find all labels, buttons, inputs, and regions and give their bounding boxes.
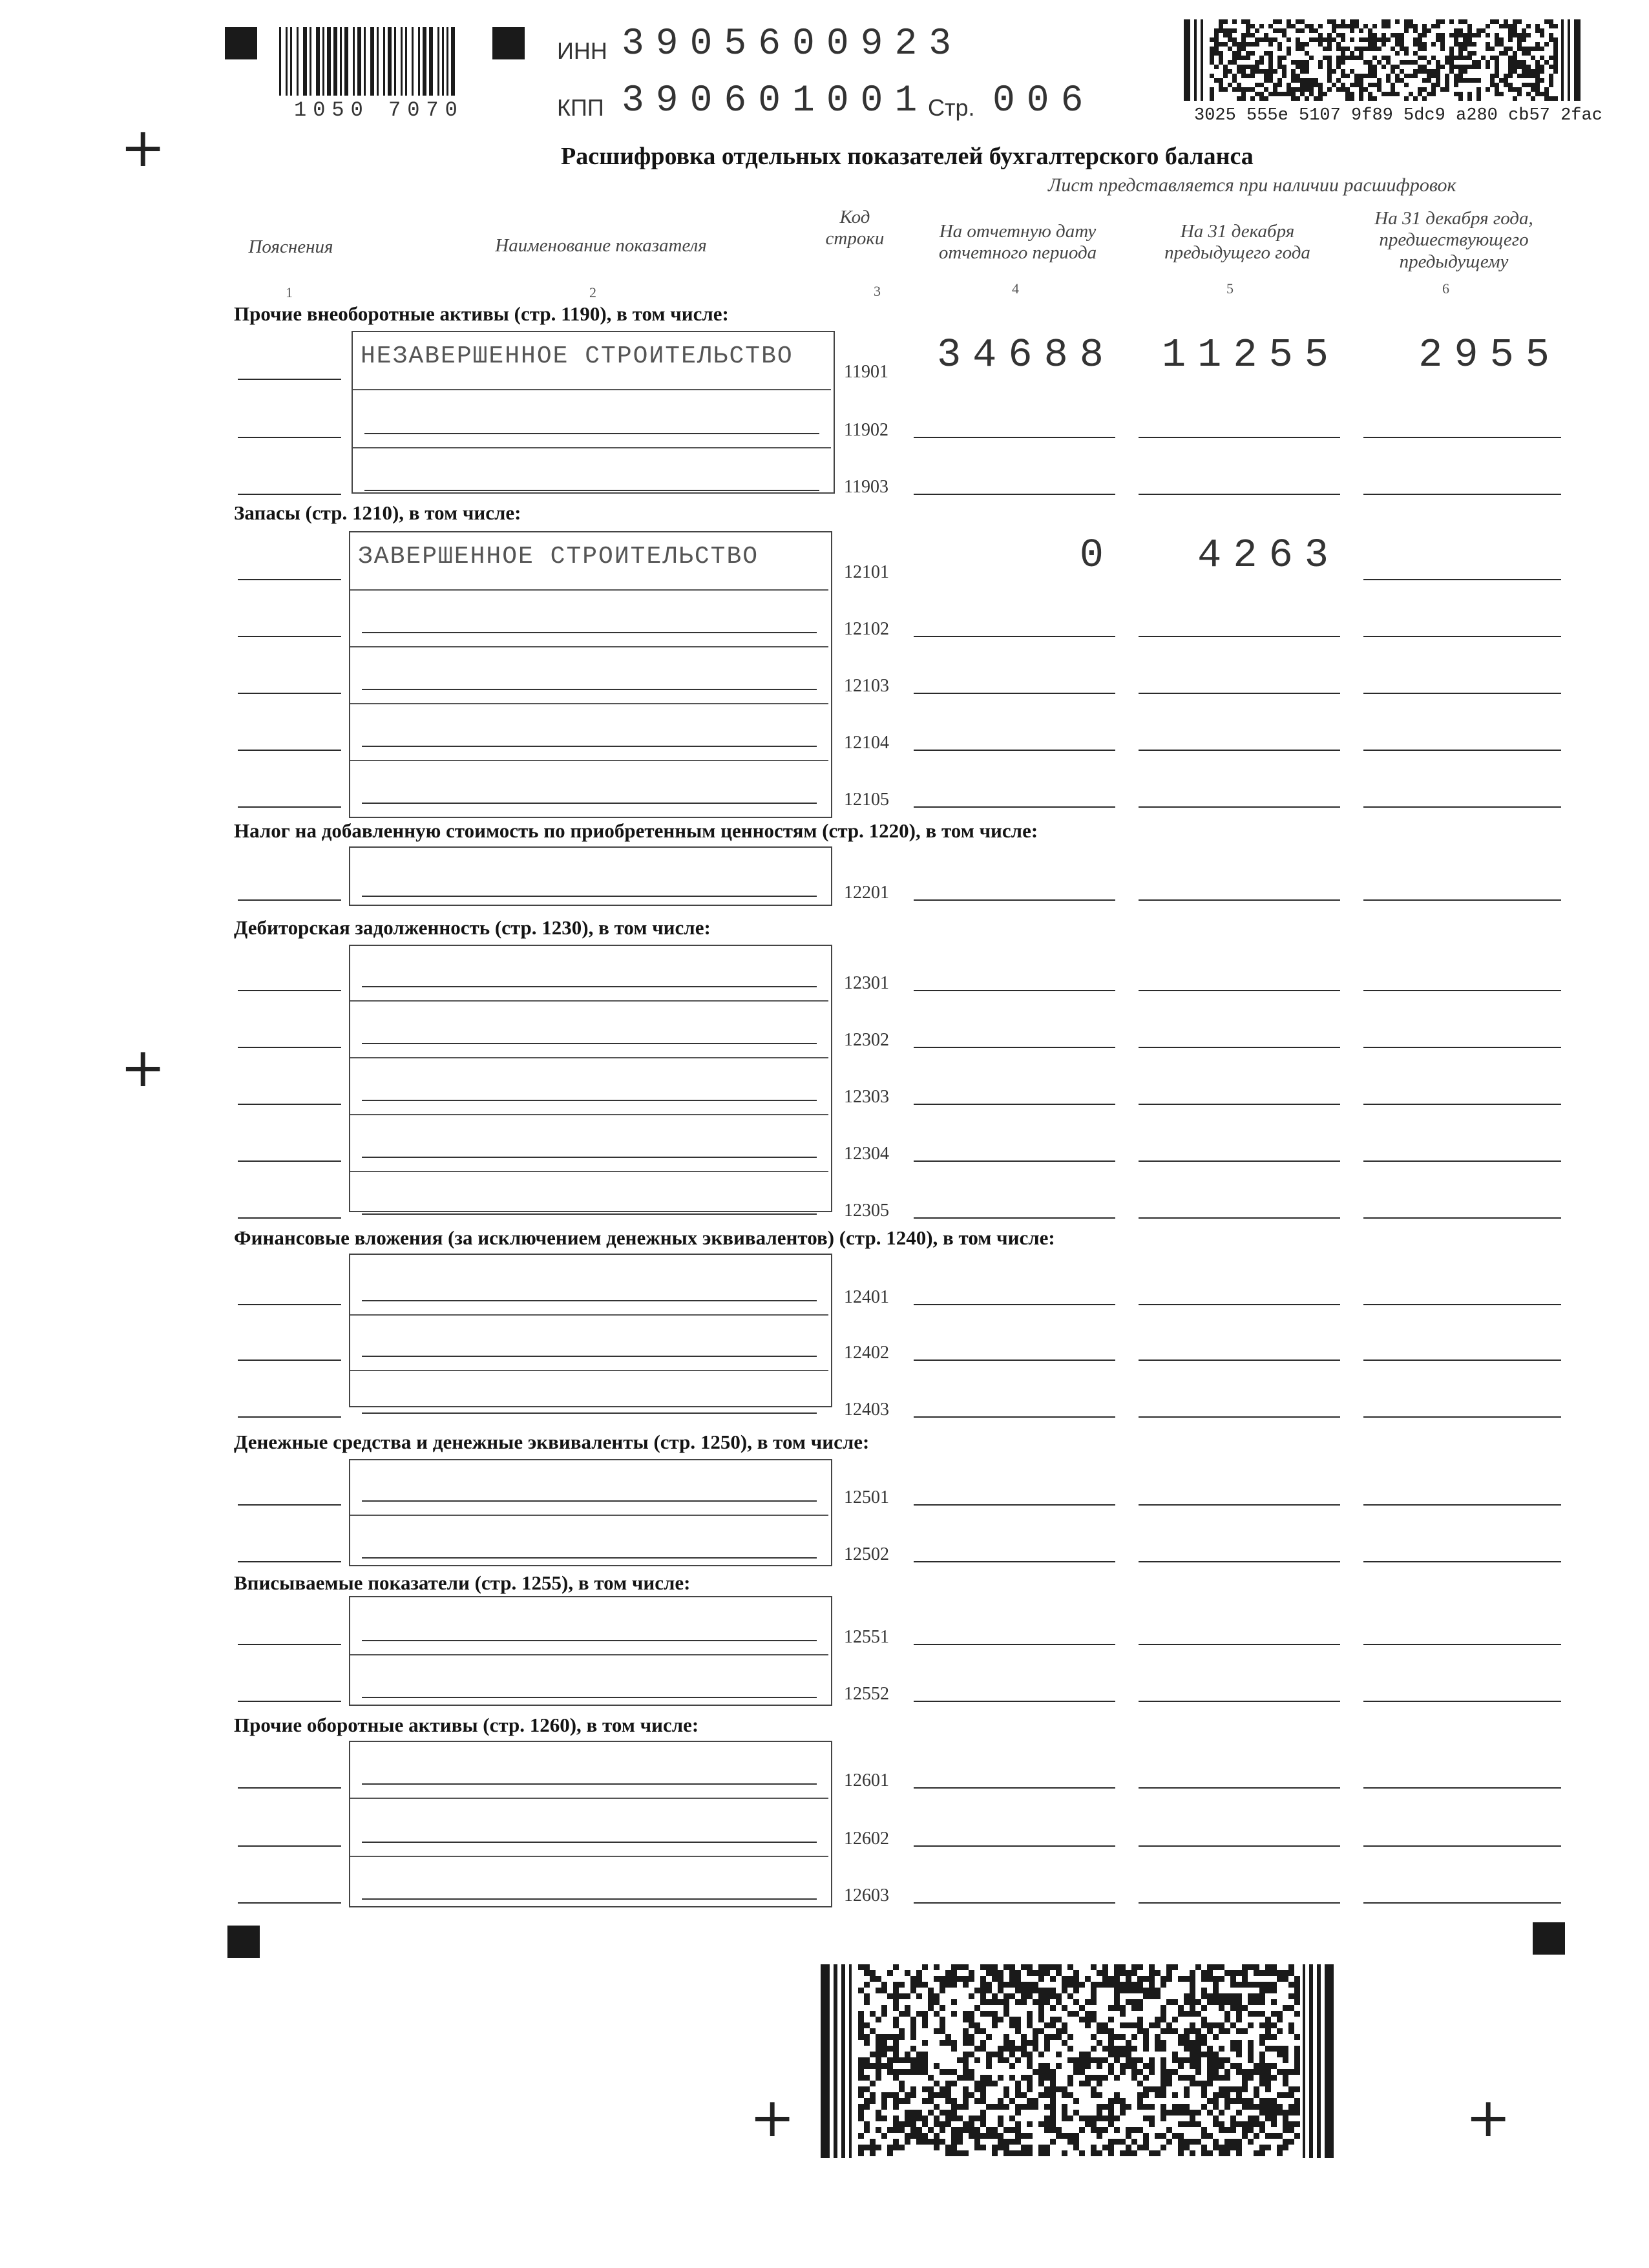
line-code: 12301 (844, 973, 889, 993)
value-reporting-date-field[interactable] (914, 494, 1115, 495)
section-title: Налог на добавленную стоимость по приобретенным ценностям (стр. 1220), в том числе: (234, 819, 1038, 842)
value-prev-year[interactable]: 4263 (1197, 532, 1340, 578)
registration-cross-bottom-left: + (750, 2086, 795, 2149)
line-code: 11901 (844, 362, 888, 382)
indicator-name-field[interactable] (362, 1043, 817, 1044)
indicator-name-field[interactable] (362, 1356, 817, 1357)
value-year-before-prev-field[interactable] (1363, 1304, 1561, 1305)
indicator-name-field[interactable] (362, 1783, 817, 1785)
value-year-before-prev-field[interactable] (1363, 1902, 1561, 1904)
row-separator (350, 1000, 828, 1002)
value-year-before-prev-field[interactable] (1363, 1047, 1561, 1048)
explanation-field[interactable] (238, 1360, 341, 1361)
column-number-3: 3 (874, 283, 881, 299)
line-code: 11902 (844, 420, 888, 440)
indicator-name-field[interactable] (364, 490, 819, 491)
value-reporting-date[interactable]: 0 (1079, 532, 1115, 578)
value-year-before-prev-field[interactable] (1363, 1845, 1561, 1847)
corner-marker-top-left (225, 27, 257, 59)
kpp-value: 390601001 (622, 80, 929, 122)
column-header-prev-year: На 31 декабря предыдущего года (1164, 221, 1310, 264)
column-header-reporting-date: На отчетную дату отчетного периода (938, 221, 1097, 264)
explanation-field[interactable] (238, 1787, 341, 1789)
line-code: 12601 (844, 1770, 889, 1790)
line-code: 11903 (844, 477, 888, 497)
value-year-before-prev-field[interactable] (1363, 1217, 1561, 1219)
indicator-name-field[interactable] (362, 746, 817, 747)
value-reporting-date-field[interactable] (914, 1047, 1115, 1048)
line-code: 12402 (844, 1343, 889, 1363)
value-year-before-prev-field[interactable] (1363, 1504, 1561, 1506)
linear-barcode (279, 27, 457, 98)
line-code: 12201 (844, 883, 889, 903)
value-reporting-date-field[interactable] (914, 437, 1115, 438)
value-reporting-date-field[interactable] (914, 899, 1115, 901)
row-separator (353, 389, 831, 390)
explanation-field[interactable] (238, 579, 341, 580)
indicator-name-field[interactable] (362, 1412, 817, 1414)
row-separator (350, 1314, 828, 1316)
explanation-field[interactable] (238, 693, 341, 694)
explanation-field[interactable] (238, 990, 341, 991)
value-year-before-prev[interactable]: 2955 (1418, 332, 1561, 378)
value-reporting-date-field[interactable] (914, 750, 1115, 751)
section-title: Прочие внеоборотные активы (стр. 1190), в том числе: (234, 302, 729, 325)
indicator-name-value[interactable]: НЕЗАВЕРШЕННОЕ СТРОИТЕЛЬСТВО (361, 342, 793, 370)
row-separator (350, 1370, 828, 1371)
indicator-name-field[interactable] (362, 1500, 817, 1502)
line-code: 12105 (844, 790, 889, 810)
row-separator (350, 589, 828, 591)
value-year-before-prev-field[interactable] (1363, 990, 1561, 991)
value-year-before-prev-field[interactable] (1363, 1360, 1561, 1361)
value-reporting-date-field[interactable] (914, 693, 1115, 694)
column-number-2: 2 (589, 284, 596, 300)
corner-marker-bottom-right (1533, 1922, 1565, 1955)
explanation-field[interactable] (238, 494, 341, 495)
indicator-name-field[interactable] (362, 689, 817, 690)
line-code: 12502 (844, 1544, 889, 1564)
value-reporting-date-field[interactable] (914, 1561, 1115, 1562)
value-reporting-date-field[interactable] (914, 1416, 1115, 1418)
value-year-before-prev-field[interactable] (1363, 1104, 1561, 1105)
value-prev-year-field[interactable] (1139, 1360, 1340, 1361)
indicator-name-field[interactable] (362, 1100, 817, 1101)
inn-label: ИНН (557, 37, 607, 64)
section-title: Запасы (стр. 1210), в том числе: (234, 501, 521, 524)
explanation-field[interactable] (238, 1047, 341, 1048)
line-code: 12602 (844, 1829, 889, 1849)
value-reporting-date-field[interactable] (914, 1360, 1115, 1361)
value-prev-year-field[interactable] (1139, 1504, 1340, 1506)
explanation-field[interactable] (238, 750, 341, 751)
value-reporting-date-field[interactable] (914, 1217, 1115, 1219)
value-year-before-prev-field[interactable] (1363, 1416, 1561, 1418)
value-reporting-date-field[interactable] (914, 1845, 1115, 1847)
value-prev-year-field[interactable] (1139, 899, 1340, 901)
value-prev-year[interactable]: 11255 (1161, 332, 1340, 378)
barcode-number: 1050 7070 (294, 98, 464, 122)
kpp-label: КПП (557, 94, 604, 121)
value-prev-year-field[interactable] (1139, 750, 1340, 751)
explanation-field[interactable] (238, 1160, 341, 1162)
value-year-before-prev-field[interactable] (1363, 899, 1561, 901)
value-year-before-prev-field[interactable] (1363, 693, 1561, 694)
indicator-name-field[interactable] (362, 632, 817, 633)
value-prev-year-field[interactable] (1139, 437, 1340, 438)
value-prev-year-field[interactable] (1139, 1047, 1340, 1048)
matrix-barcode-top (1184, 19, 1584, 101)
explanation-field[interactable] (238, 1104, 341, 1105)
column-header-year-before-prev: На 31 декабря года, предшествующего предыдущему (1374, 208, 1533, 272)
section-title: Дебиторская задолженность (стр. 1230), в том числе: (234, 916, 711, 939)
form-subtitle: Лист представляется при наличии расшифровок (1048, 174, 1456, 196)
value-reporting-date-field[interactable] (914, 1787, 1115, 1789)
value-year-before-prev-field[interactable] (1363, 750, 1561, 751)
indicator-name-box (349, 1254, 832, 1407)
line-code: 12302 (844, 1030, 889, 1050)
line-code: 12303 (844, 1087, 889, 1107)
matrix-barcode-bottom (821, 1964, 1338, 2158)
line-code: 12305 (844, 1201, 889, 1221)
column-number-1: 1 (286, 284, 293, 300)
value-year-before-prev-field[interactable] (1363, 1160, 1561, 1162)
value-year-before-prev-field[interactable] (1363, 579, 1561, 580)
hash-code: 3025 555e 5107 9f89 5dc9 a280 cb57 2fac (1194, 106, 1602, 125)
explanation-field[interactable] (238, 806, 341, 808)
column-header-line-code: Код строки (825, 207, 885, 249)
line-code: 12603 (844, 1885, 889, 1906)
value-prev-year-field[interactable] (1139, 1644, 1340, 1645)
line-code: 12104 (844, 733, 889, 753)
corner-marker-top-center (492, 27, 525, 59)
value-prev-year-field[interactable] (1139, 1104, 1340, 1105)
section-title: Финансовые вложения (за исключением денежных эквивалентов) (стр. 1240), в том числе: (234, 1226, 1055, 1249)
value-year-before-prev-field[interactable] (1363, 806, 1561, 808)
value-prev-year-field[interactable] (1139, 636, 1340, 637)
explanation-field[interactable] (238, 1504, 341, 1506)
explanation-field[interactable] (238, 1845, 341, 1847)
value-reporting-date-field[interactable] (914, 1644, 1115, 1645)
value-reporting-date-field[interactable] (914, 1104, 1115, 1105)
value-prev-year-field[interactable] (1139, 1787, 1340, 1789)
section-title: Прочие оборотные активы (стр. 1260), в том числе: (234, 1714, 699, 1736)
corner-marker-bottom-left (227, 1926, 260, 1958)
value-prev-year-field[interactable] (1139, 990, 1340, 991)
value-reporting-date[interactable]: 34688 (936, 332, 1115, 378)
indicator-name-field[interactable] (362, 1157, 817, 1158)
value-prev-year-field[interactable] (1139, 1304, 1340, 1305)
indicator-name-field[interactable] (362, 1842, 817, 1843)
value-year-before-prev-field[interactable] (1363, 1701, 1561, 1702)
explanation-field[interactable] (238, 1644, 341, 1645)
section-title: Вписываемые показатели (стр. 1255), в том числе: (234, 1571, 691, 1594)
row-separator (350, 760, 828, 761)
indicator-name-box (349, 1596, 832, 1706)
explanation-field[interactable] (238, 636, 341, 637)
row-separator (350, 646, 828, 647)
registration-cross-bottom-right: + (1465, 2086, 1511, 2149)
row-separator (350, 1057, 828, 1058)
form-title: Расшифровка отдельных показателей бухгалтерского баланса (561, 143, 1254, 170)
line-code: 12103 (844, 676, 889, 696)
indicator-name-field[interactable] (362, 1898, 817, 1900)
line-code: 12552 (844, 1684, 889, 1704)
value-prev-year-field[interactable] (1139, 1416, 1340, 1418)
row-separator (350, 1515, 828, 1516)
column-number-5: 5 (1226, 280, 1234, 297)
indicator-name-box (349, 1741, 832, 1907)
explanation-field[interactable] (238, 1217, 341, 1219)
value-year-before-prev-field[interactable] (1363, 1787, 1561, 1789)
explanation-field[interactable] (238, 1701, 341, 1702)
value-prev-year-field[interactable] (1139, 494, 1340, 495)
explanation-field[interactable] (238, 379, 341, 380)
value-reporting-date-field[interactable] (914, 1304, 1115, 1305)
value-year-before-prev-field[interactable] (1363, 1644, 1561, 1645)
page-label: Стр. (928, 94, 975, 121)
row-separator (350, 1798, 828, 1799)
indicator-name-field[interactable] (362, 896, 817, 897)
value-reporting-date-field[interactable] (914, 806, 1115, 808)
indicator-name-box (349, 1459, 832, 1566)
line-code: 12304 (844, 1144, 889, 1164)
indicator-name-field[interactable] (362, 803, 817, 804)
registration-cross-mid-left: + (120, 1036, 166, 1099)
row-separator (350, 703, 828, 704)
value-reporting-date-field[interactable] (914, 1504, 1115, 1506)
row-separator (350, 1171, 828, 1172)
line-code: 12102 (844, 619, 889, 639)
indicator-name-field[interactable] (362, 1213, 817, 1215)
column-number-6: 6 (1442, 280, 1449, 297)
explanation-field[interactable] (238, 1561, 341, 1562)
value-prev-year-field[interactable] (1139, 1217, 1340, 1219)
indicator-name-field[interactable] (362, 1300, 817, 1301)
registration-cross-top-left: + (120, 116, 166, 179)
explanation-field[interactable] (238, 1902, 341, 1904)
value-year-before-prev-field[interactable] (1363, 636, 1561, 637)
row-separator (350, 1114, 828, 1115)
indicator-name-box (349, 846, 832, 906)
inn-value: 3905600923 (622, 23, 963, 65)
indicator-name-field[interactable] (362, 1557, 817, 1559)
line-code: 12403 (844, 1400, 889, 1420)
value-reporting-date-field[interactable] (914, 1902, 1115, 1904)
value-prev-year-field[interactable] (1139, 1701, 1340, 1702)
indicator-name-box (349, 531, 832, 818)
explanation-field[interactable] (238, 1416, 341, 1418)
line-code: 12401 (844, 1287, 889, 1307)
column-header-indicator-name: Наименование показателя (495, 235, 707, 256)
line-code: 12501 (844, 1487, 889, 1507)
column-number-4: 4 (1012, 280, 1019, 297)
section-title: Денежные средства и денежные эквиваленты (стр. 1250), в том числе: (234, 1431, 870, 1453)
value-prev-year-field[interactable] (1139, 1845, 1340, 1847)
value-year-before-prev-field[interactable] (1363, 437, 1561, 438)
page-value: 006 (993, 80, 1095, 122)
indicator-name-field[interactable] (362, 986, 817, 987)
value-reporting-date-field[interactable] (914, 1701, 1115, 1702)
row-separator (350, 1654, 828, 1655)
value-prev-year-field[interactable] (1139, 693, 1340, 694)
explanation-field[interactable] (238, 437, 341, 438)
column-header-explanations: Пояснения (248, 236, 333, 257)
indicator-name-field[interactable] (362, 1697, 817, 1698)
indicator-name-value[interactable]: ЗАВЕРШЕННОЕ СТРОИТЕЛЬСТВО (358, 543, 759, 571)
line-code: 12101 (844, 562, 889, 582)
line-code: 12551 (844, 1627, 889, 1647)
value-year-before-prev-field[interactable] (1363, 1561, 1561, 1562)
value-reporting-date-field[interactable] (914, 990, 1115, 991)
row-separator (350, 1856, 828, 1857)
value-prev-year-field[interactable] (1139, 1561, 1340, 1562)
value-prev-year-field[interactable] (1139, 1160, 1340, 1162)
value-reporting-date-field[interactable] (914, 636, 1115, 637)
indicator-name-field[interactable] (362, 1640, 817, 1641)
row-separator (353, 447, 831, 448)
value-prev-year-field[interactable] (1139, 1902, 1340, 1904)
explanation-field[interactable] (238, 899, 341, 901)
explanation-field[interactable] (238, 1304, 341, 1305)
value-prev-year-field[interactable] (1139, 806, 1340, 808)
indicator-name-field[interactable] (364, 433, 819, 434)
value-year-before-prev-field[interactable] (1363, 494, 1561, 495)
value-reporting-date-field[interactable] (914, 1160, 1115, 1162)
